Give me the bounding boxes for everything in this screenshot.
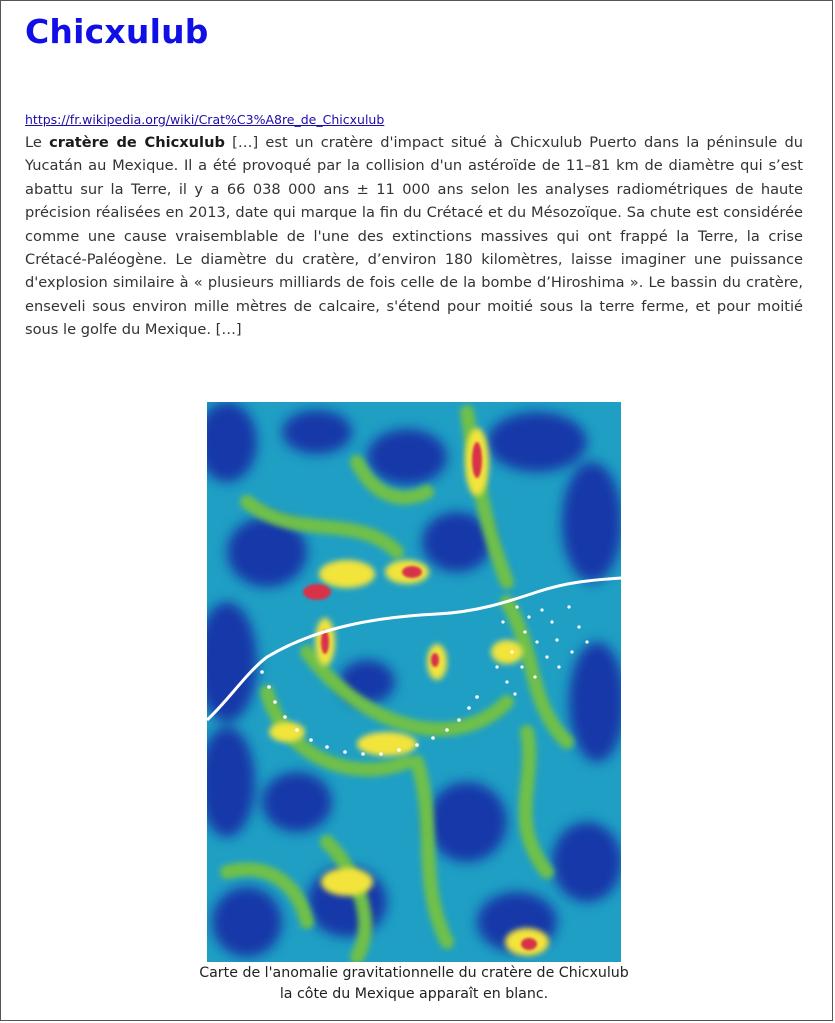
source-link[interactable]: https://fr.wikipedia.org/wiki/Crat%C3%A8re_de_Chicxulub xyxy=(25,112,385,127)
paragraph-intro: Le xyxy=(25,134,50,151)
article-paragraph xyxy=(25,131,803,342)
page-title: Chicxulub xyxy=(25,12,209,51)
gravity-anomaly-map xyxy=(207,402,621,962)
gravity-anomaly-map-image xyxy=(207,402,621,962)
paragraph-body: […] est un cratère d'impact situé à Chicxulub Puerto dans la péninsule du Yucatán au Mexique. Il a été provoqué par la collision d'un astéroïde de 11–81 km de diamètre qui s’est abattu sur la Terre, il y a 66 038 000 ans ± 11 000 ans selon les analyses radiométriques de haute précision réalisées en 2013, date qui marque la fin du Crétacé et du Mésozoïque. Sa chute est considérée comme une cause vraisemblable de l'une des extinctions massives qui ont frappé la Terre, la crise Crétacé-Paléogène. Le diamètre du cratère, d’environ 180 kilomètres, laisse imaginer une puissance d'explosion similaire à « plusieurs milliards de fois celle de la bombe d’Hiroshima ». Le bassin du cratère, enseveli sous environ mille mètres de calcaire, s'étend pour moitié sous la terre ferme, et pour moitié sous le golfe du Mexique. […] xyxy=(25,134,803,339)
paragraph-bold-term: cratère de Chicxulub xyxy=(49,134,225,151)
figure-caption-line-2: la côte du Mexique apparaît en blanc. xyxy=(279,986,549,1002)
figure-caption xyxy=(150,963,678,1005)
figure-caption-line-1: Carte de l'anomalie gravitationnelle du cratère de Chicxulub xyxy=(199,965,629,981)
